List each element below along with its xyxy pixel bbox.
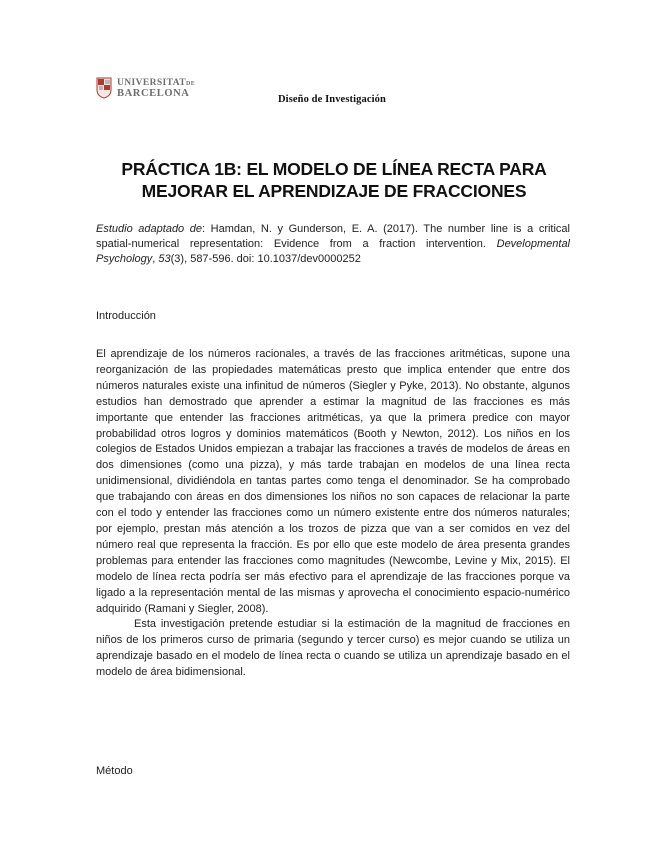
course-name: Diseño de Investigación (278, 94, 386, 105)
citation-volume: 53 (158, 253, 171, 265)
section-method: Método (96, 765, 133, 777)
section-introduction: Introducción (96, 310, 156, 322)
citation-label: Estudio adaptado de (96, 223, 203, 235)
paragraph-1: El aprendizaje de los números racionales, a través de las fracciones aritméticas, supone una reorganización de las propiedades matemáticas presto que implica entender que entre dos números naturales existe una infinitud de números (Siegler y Pyke, 2013). No obstante, algunos estudios han demostrado que aprender a estimar la magnitud de las fracciones es más importante que entender las fracciones aritméticas, ya que la primera predice con mayor probabilidad otros logros y dominios matemáticos (Booth y Newton, 2012). Los niños en los colegios de Estados Unidos empiezan a trabajar las fracciones a través de modelos de áreas en dos dimensiones (como una pizza), y más tarde trabajan en modelos de una línea recta unidimensional, dividiéndola en tantas partes como tenga el denominador. Se ha comprobado que trabajando con áreas en dos dimensiones los niños no son capaces de relacionar la parte con el todo y entender las fracciones como un número existente entre dos números naturales; por ejemplo, prestan más atención a los trozos de pizza que van a ser comidos en vez del número real que representa la fracción. Es por ello que este modelo de área presenta grandes problemas para entender las fracciones como magnitudes (Newcombe, Levine y Mix, 2015). El modelo de línea recta podría ser más efectivo para el aprendizaje de las fracciones porque va ligado a la representación mental de las mismas y aprovecha el conocimiento espacio-numérico adquirido (Ramani y Siegler, 2008). (96, 348, 570, 615)
citation-text: : Hamdan, N. y Gunderson, E. A. (2017). The number line is a critical spatial-numerical representation: Evidence from a fraction intervention. (96, 223, 570, 250)
citation (96, 222, 570, 267)
shield-icon (96, 77, 112, 99)
title-line-2: MEJORAR EL APRENDIZAJE DE FRACCIONES (141, 181, 527, 201)
paragraph-2: Esta investigación pretende estudiar si la estimación de la magnitud de fracciones en niños de los primeros curso de primaria (segundo y tercer curso) es mejor cuando se utiliza un aprendizaje basado en el modelo de línea recta o cuando se utiliza un aprendizaje basado en el modelo de área bidimensional. (96, 618, 570, 679)
title-line-1: PRÁCTICA 1B: EL MODELO DE LÍNEA RECTA PARA (121, 159, 547, 179)
logo-university: UNIVERSITATDE (117, 77, 196, 88)
university-logo (96, 76, 195, 100)
citation-pages: (3), 587-596. doi: 10.1037/dev0000252 (170, 253, 361, 265)
page-title (96, 158, 572, 202)
citation-journal: Developmental Psychology (96, 238, 570, 265)
body-text (96, 347, 570, 681)
citation-separator: , (152, 253, 159, 265)
logo-city: BARCELONA (117, 87, 190, 99)
